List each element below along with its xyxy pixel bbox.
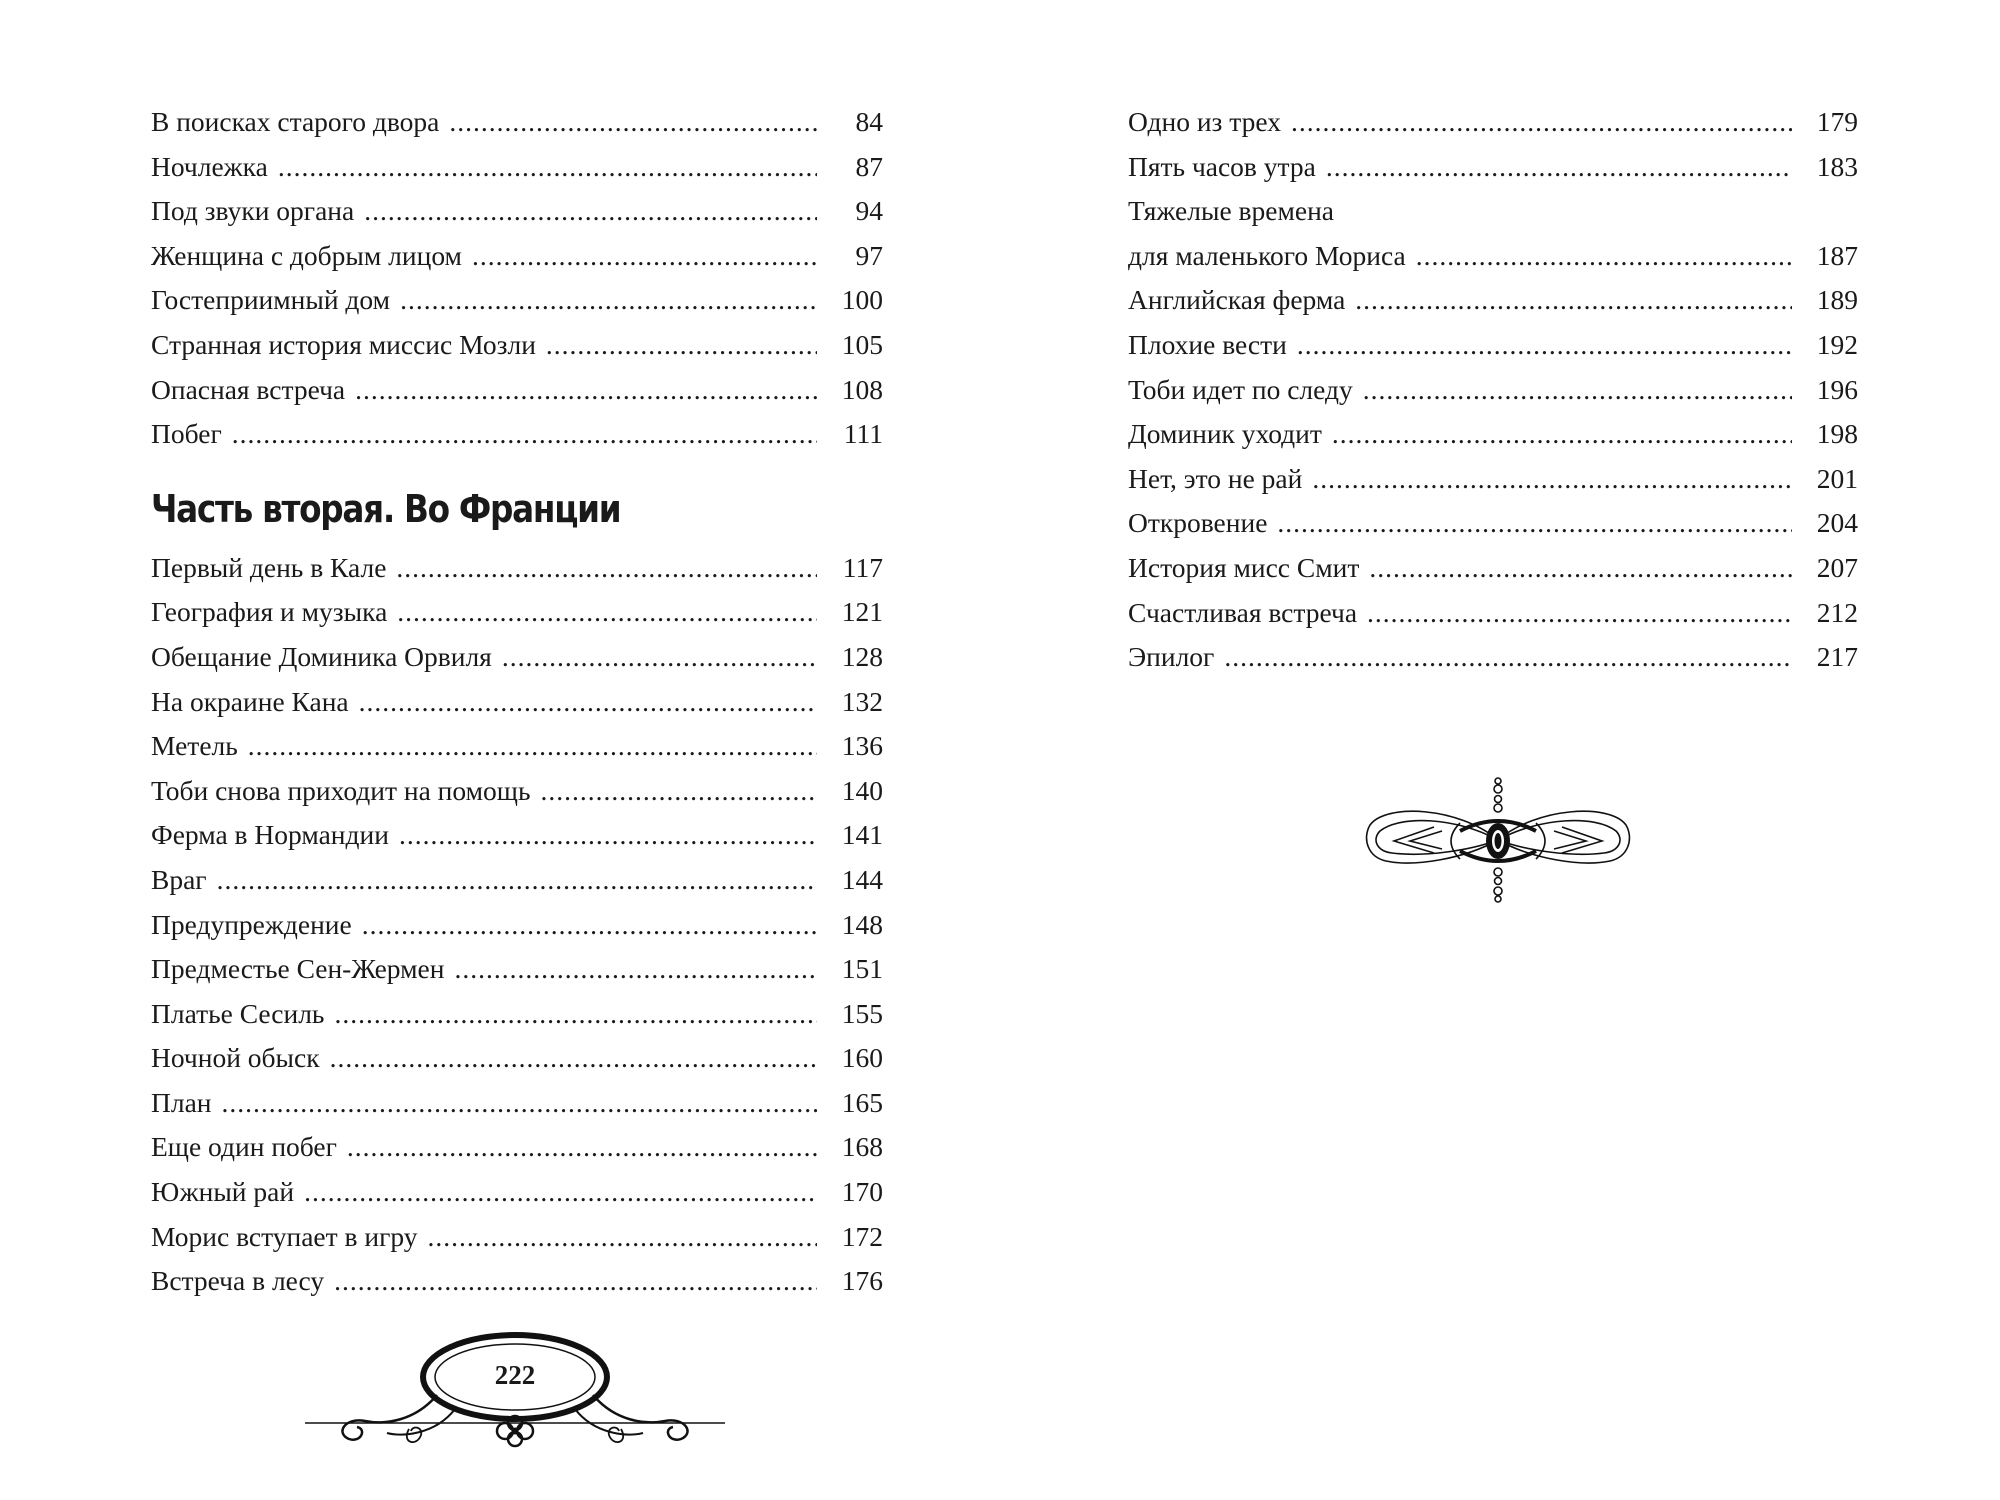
toc-entry[interactable]	[151, 189, 883, 234]
dot-leader	[399, 813, 817, 858]
dot-leader	[355, 368, 817, 413]
dot-leader	[449, 100, 817, 145]
toc-entry[interactable]	[151, 635, 883, 680]
toc-entry-page: 196	[1816, 373, 1858, 405]
toc-entry-page: 100	[841, 284, 883, 316]
toc-entry-title: Женщина с добрым лицом	[151, 239, 462, 271]
toc-entry-title: Обещание Доминика Орвиля	[151, 640, 492, 672]
toc-entry-title: Тоби снова приходит на помощь	[151, 774, 531, 806]
toc-entry-page: 187	[1816, 239, 1858, 271]
dot-leader	[334, 1259, 817, 1304]
dot-leader	[1297, 323, 1792, 368]
toc-entry-page: 212	[1816, 596, 1858, 628]
toc-entry-page: 108	[841, 373, 883, 405]
toc-entry[interactable]	[1128, 323, 1858, 368]
toc-entry-title: На окраине Кана	[151, 685, 349, 717]
toc-entry-title: Морис вступает в игру	[151, 1220, 418, 1252]
toc-right-column	[1128, 100, 1858, 680]
dot-leader	[278, 145, 817, 190]
dot-leader	[1277, 501, 1792, 546]
dot-leader	[1312, 457, 1792, 502]
toc-entry-title: Побег	[151, 418, 222, 450]
toc-entry-page: 144	[841, 863, 883, 895]
toc-part-one-list	[151, 100, 883, 457]
toc-entry-title: Счастливая встреча	[1128, 596, 1358, 628]
toc-entry-page: 201	[1816, 462, 1858, 494]
dot-leader	[454, 947, 817, 992]
toc-entry-page: 192	[1816, 328, 1858, 360]
toc-entry[interactable]	[1128, 501, 1858, 546]
toc-entry-title: Метель	[151, 730, 238, 762]
dot-leader	[1291, 100, 1792, 145]
toc-entry-page: 168	[841, 1131, 883, 1163]
dot-leader	[541, 769, 818, 814]
dot-leader	[397, 590, 817, 635]
toc-entry[interactable]	[151, 278, 883, 323]
toc-entry[interactable]	[151, 680, 883, 725]
toc-entry-title: В поисках старого двора	[151, 106, 440, 137]
toc-entry-page: 207	[1816, 551, 1858, 583]
dot-leader	[502, 635, 817, 680]
toc-entry-title: Нет, это не рай	[1128, 462, 1303, 494]
toc-entry-page: 117	[842, 551, 883, 583]
dot-leader	[222, 1081, 817, 1126]
dot-leader	[396, 546, 817, 591]
toc-entry-title: Тоби идет по следу	[1128, 373, 1353, 405]
toc-entry[interactable]	[151, 947, 883, 992]
dot-leader	[359, 680, 817, 725]
toc-entry-title: Встреча в лесу	[151, 1265, 325, 1297]
dot-leader	[428, 1215, 817, 1260]
toc-entry-page: 148	[841, 908, 883, 940]
toc-entry-title: Ферма в Нормандии	[151, 819, 389, 851]
toc-entry-title: Враг	[151, 863, 207, 895]
toc-entry-page: 132	[841, 685, 883, 717]
toc-entry[interactable]	[151, 769, 883, 814]
dot-leader	[364, 189, 817, 234]
decorative-ornament-icon	[1364, 775, 1632, 905]
toc-entry-page: 111	[843, 418, 883, 450]
toc-entry-title-line1: Тяжелые времена	[1128, 195, 1334, 227]
toc-entry-title: Под звуки органа	[151, 195, 355, 227]
toc-entry[interactable]	[151, 234, 883, 279]
toc-entry-title: Ночлежка	[151, 150, 268, 182]
toc-entry-page: 172	[841, 1220, 883, 1252]
toc-entry[interactable]	[151, 368, 883, 413]
toc-entry[interactable]	[151, 903, 883, 948]
toc-entry[interactable]	[1128, 546, 1858, 591]
toc-entry-page: 136	[841, 730, 883, 762]
toc-entry[interactable]	[151, 1259, 883, 1304]
toc-entry[interactable]	[1128, 635, 1858, 680]
dot-leader	[1367, 591, 1792, 636]
dot-leader	[248, 724, 817, 769]
dot-leader	[1224, 635, 1792, 680]
toc-entry-title-line2: для маленького Мориса	[1128, 239, 1406, 271]
toc-entry-title: Странная история миссис Мозли	[151, 328, 536, 360]
toc-entry-title: Эпилог	[1128, 641, 1215, 673]
toc-entry-page: 141	[841, 819, 883, 851]
toc-entry-title: Южный рай	[151, 1176, 295, 1208]
toc-entry-title: Одно из трех	[1128, 106, 1281, 137]
dot-leader	[347, 1125, 817, 1170]
toc-part-two-list	[151, 546, 883, 1304]
toc-entry[interactable]	[1128, 412, 1858, 457]
toc-entry-page: 155	[841, 997, 883, 1029]
toc-entry[interactable]	[1128, 100, 1858, 145]
dot-leader	[232, 412, 817, 457]
toc-entry[interactable]	[151, 1170, 883, 1215]
toc-entry-page: 140	[841, 774, 883, 806]
toc-entry-page: 87	[855, 150, 883, 182]
dot-leader	[1326, 145, 1792, 190]
toc-entry-page: 183	[1816, 150, 1858, 182]
toc-entry-page: 84	[855, 106, 883, 137]
toc-entry-title: География и музыка	[151, 596, 388, 628]
toc-entry-page: 128	[841, 640, 883, 672]
toc-entry[interactable]	[151, 145, 883, 190]
toc-entry-page: 217	[1816, 641, 1858, 673]
toc-entry-title: Доминик уходит	[1128, 418, 1322, 450]
toc-entry-page: 94	[855, 195, 883, 227]
toc-entry[interactable]	[151, 1215, 883, 1260]
dot-leader	[1355, 278, 1792, 323]
dot-leader	[1369, 546, 1792, 591]
dot-leader	[334, 992, 817, 1037]
toc-entry[interactable]	[1128, 368, 1858, 413]
toc-entry-title: Еще один побег	[151, 1131, 337, 1163]
toc-entry[interactable]	[151, 323, 883, 368]
toc-entry[interactable]	[1128, 278, 1858, 323]
toc-left-column	[151, 100, 883, 1304]
toc-entry[interactable]	[151, 1036, 883, 1081]
section-heading: Часть вторая. Во Франции	[151, 486, 621, 531]
dot-leader	[400, 278, 817, 323]
toc-entry-page: 179	[1816, 106, 1858, 137]
toc-entry[interactable]	[151, 100, 883, 145]
toc-entry-title: Плохие вести	[1128, 328, 1287, 360]
toc-entry-page: 105	[841, 328, 883, 360]
toc-entry[interactable]	[151, 412, 883, 457]
toc-entry[interactable]	[1128, 591, 1858, 636]
dot-leader	[546, 323, 817, 368]
toc-entry-page: 198	[1816, 418, 1858, 450]
toc-entry[interactable]	[151, 1125, 883, 1170]
toc-entry[interactable]	[151, 858, 883, 903]
toc-entry-page: 170	[841, 1176, 883, 1208]
dot-leader	[304, 1170, 817, 1215]
dot-leader	[217, 858, 817, 903]
dot-leader	[362, 903, 817, 948]
toc-entry[interactable]	[1128, 189, 1858, 278]
toc-entry[interactable]	[151, 992, 883, 1037]
toc-entry-page: 176	[841, 1265, 883, 1297]
toc-part-three-list	[1128, 100, 1858, 680]
toc-entry[interactable]	[1128, 457, 1858, 502]
toc-entry-page: 204	[1816, 507, 1858, 539]
toc-entry-page: 189	[1816, 284, 1858, 316]
toc-entry-title: Платье Сесиль	[151, 997, 325, 1029]
toc-entry[interactable]	[1128, 145, 1858, 190]
toc-entry-title: Пять часов утра	[1128, 150, 1316, 182]
toc-entry[interactable]	[151, 590, 883, 635]
toc-entry[interactable]	[151, 546, 883, 591]
toc-entry-title: История мисс Смит	[1128, 551, 1360, 583]
dot-leader	[1416, 234, 1792, 279]
toc-entry-page: 165	[841, 1086, 883, 1118]
toc-entry-title: Английская ферма	[1128, 284, 1346, 316]
toc-entry-page: 97	[855, 239, 883, 271]
dot-leader	[1332, 412, 1792, 457]
toc-entry-title: План	[151, 1086, 212, 1118]
toc-entry-title: Гостеприимный дом	[151, 284, 391, 316]
dot-leader	[1363, 368, 1792, 413]
dot-leader	[472, 234, 817, 279]
toc-entry-page: 151	[841, 953, 883, 985]
toc-entry[interactable]	[151, 724, 883, 769]
toc-entry-title: Опасная встреча	[151, 373, 346, 405]
toc-entry[interactable]	[151, 1081, 883, 1126]
toc-entry-title: Первый день в Кале	[151, 551, 387, 583]
toc-entry-page: 121	[841, 596, 883, 628]
dot-leader	[330, 1036, 817, 1081]
toc-entry-title: Предместье Сен-Жермен	[151, 953, 445, 985]
toc-entry-page: 160	[841, 1042, 883, 1074]
toc-entry-title: Ночной обыск	[151, 1042, 320, 1074]
toc-entry-title: Откровение	[1128, 507, 1268, 539]
toc-entry-title: Предупреждение	[151, 908, 352, 940]
page-number: 222	[494, 1360, 536, 1390]
toc-entry[interactable]	[151, 813, 883, 858]
